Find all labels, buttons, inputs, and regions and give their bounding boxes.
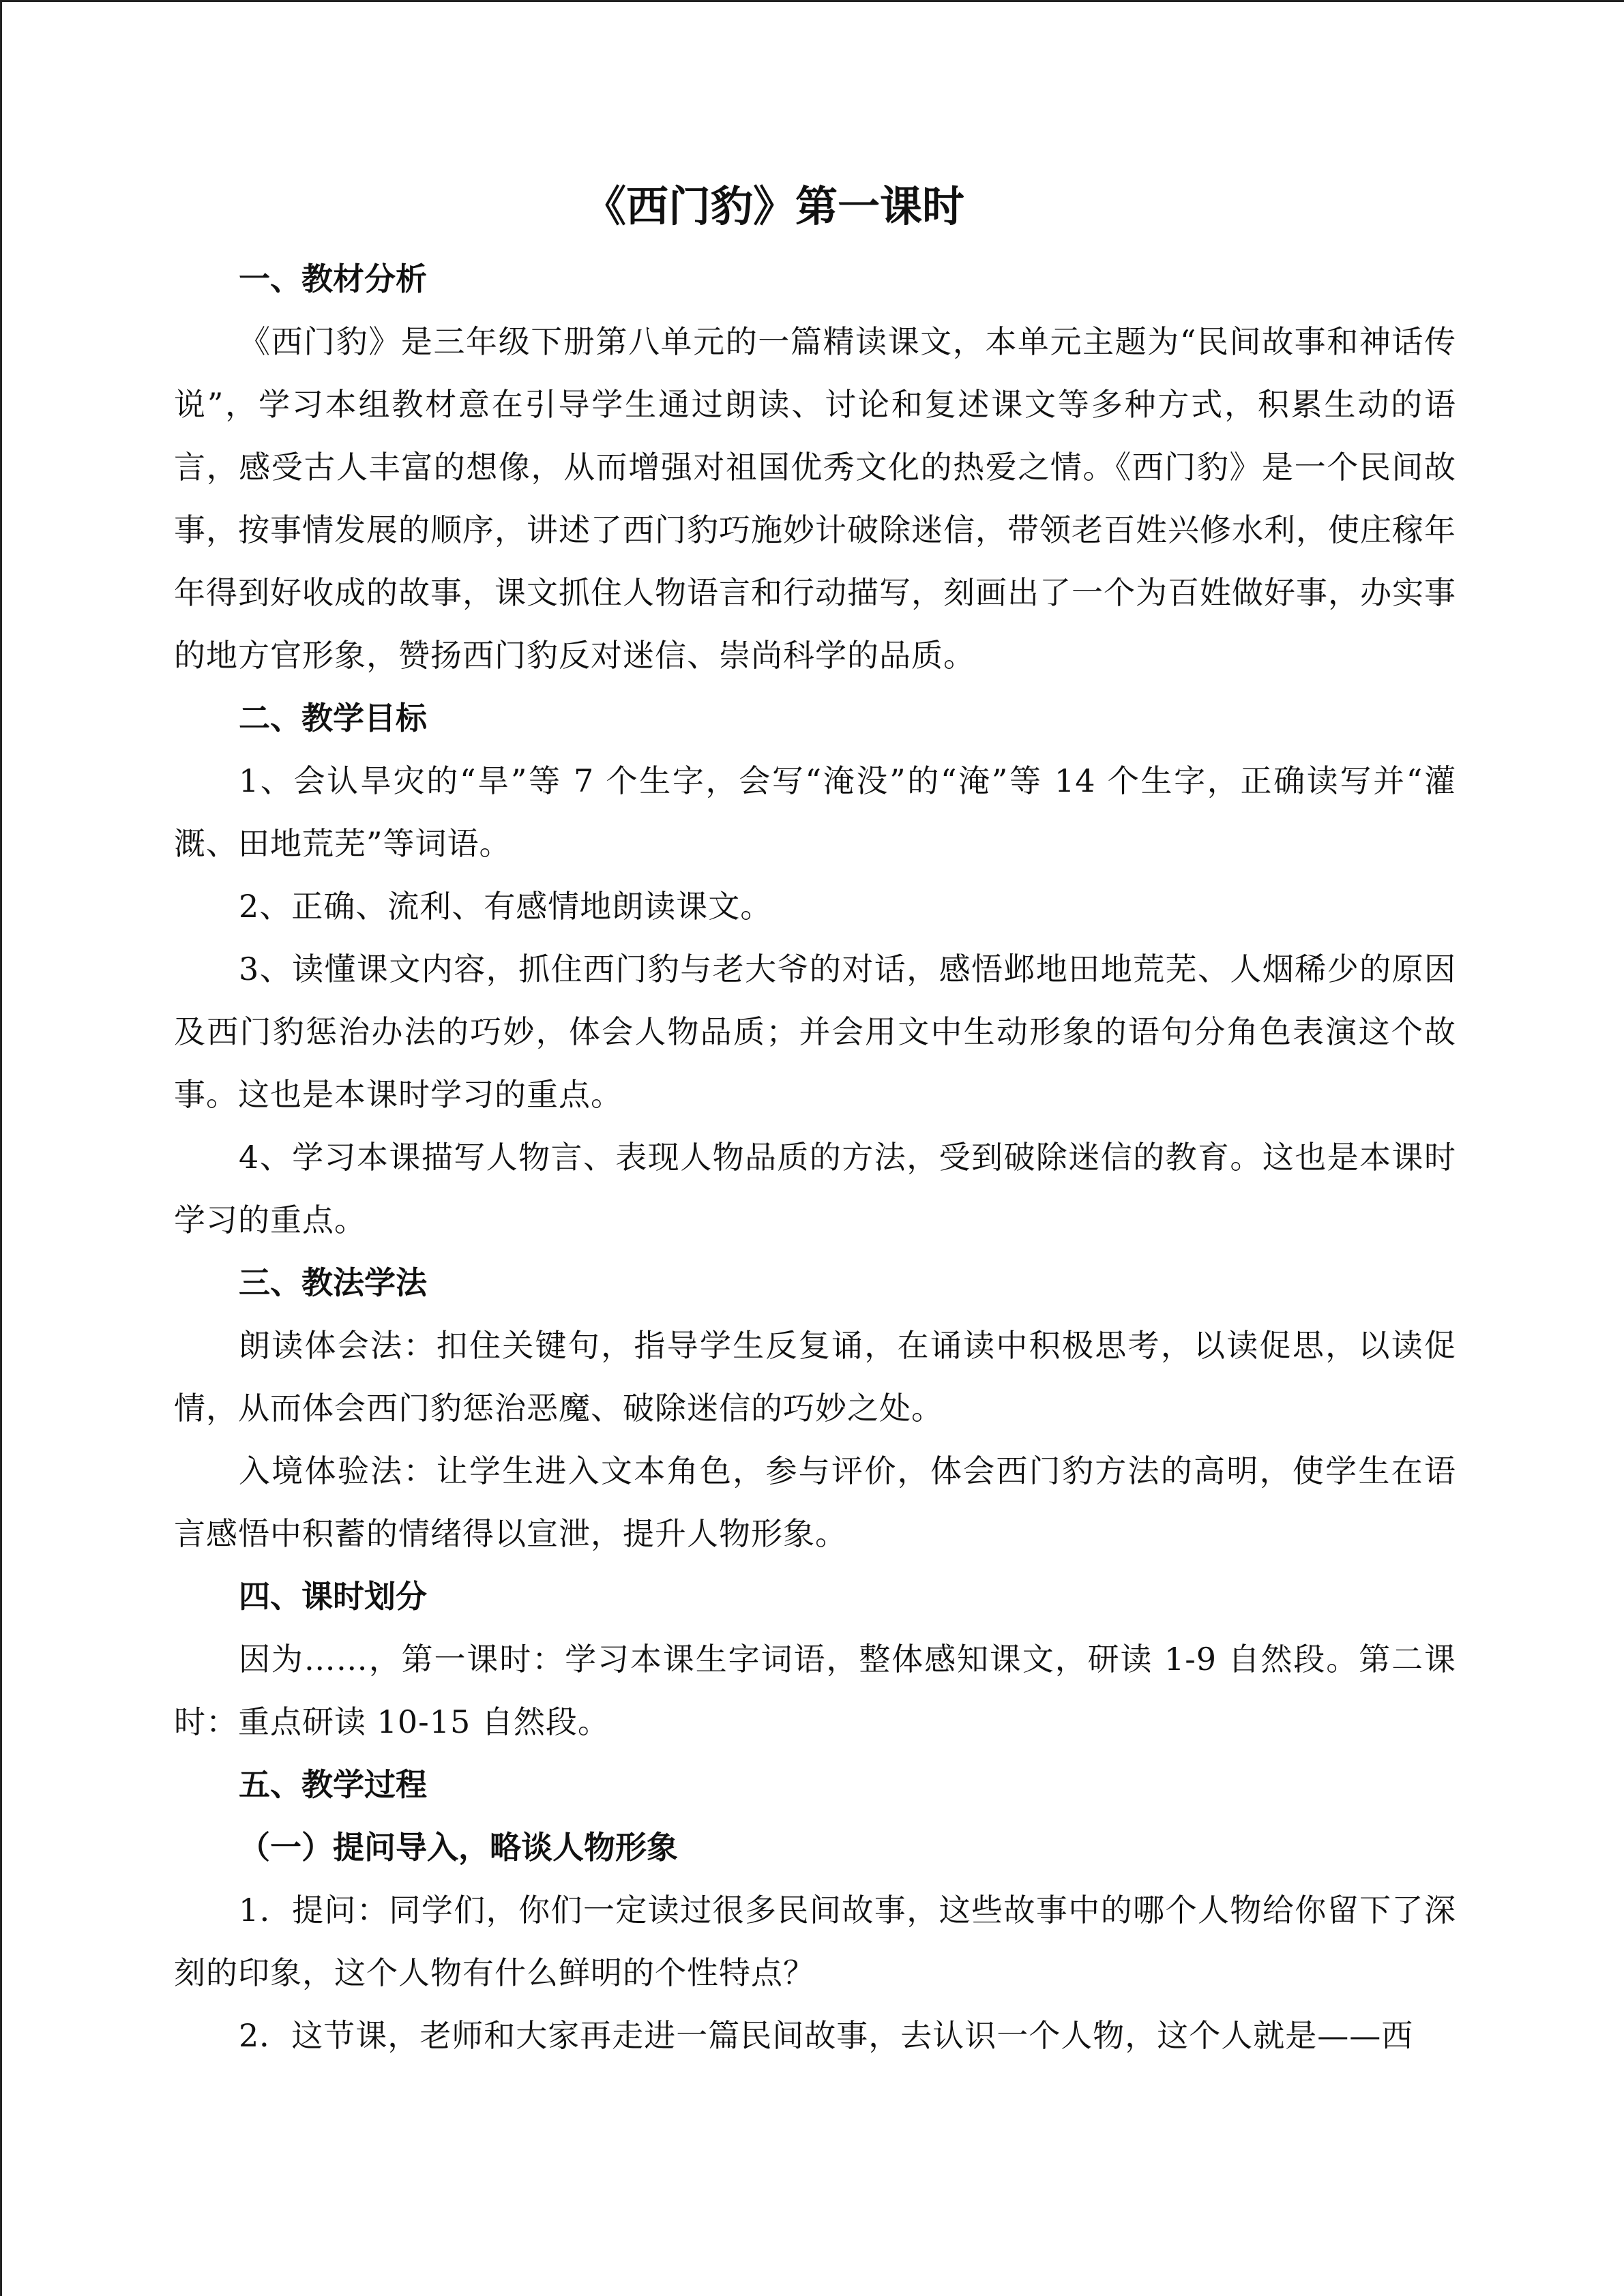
section-heading-analysis: 一、教材分析	[239, 260, 427, 297]
section-heading-schedule: 四、课时划分	[239, 1578, 427, 1615]
section-heading-goals: 二、教学目标	[239, 700, 427, 736]
goal-item-4: 4、学习本课描写人物言、表现人物品质的方法，受到破除迷信的教育。这也是本课时学习的重点。	[174, 1139, 1456, 1238]
goal-item-1: 1、会认旱灾的“旱”等 7 个生字，会写“淹没”的“淹”等 14 个生字，正确读写并“灌溉、田地荒芜”等词语。	[174, 762, 1456, 862]
section-heading-process: 五、教学过程	[239, 1766, 427, 1803]
section-heading-methods: 三、教法学法	[239, 1264, 427, 1301]
page-title: 《西门豹》第一课时	[583, 181, 964, 231]
process-step-1: 1．提问：同学们，你们一定读过很多民间故事，这些故事中的哪个人物给你留下了深刻的印象，这个人物有什么鲜明的个性特点？	[174, 1892, 1456, 1991]
goal-item-3: 3、读懂课文内容，抓住西门豹与老大爷的对话，感悟邺地田地荒芜、人烟稀少的原因及西门豹惩治办法的巧妙，体会人物品质；并会用文中生动形象的语句分角色表演这个故事。这也是本课时学习的重点。	[174, 951, 1456, 1113]
method-reading: 朗读体会法：扣住关键句，指导学生反复诵，在诵读中积极思考，以读促思，以读促情，从而体会西门豹惩治恶魔、破除迷信的巧妙之处。	[174, 1327, 1456, 1427]
process-subheading-1: （一）提问导入，略谈人物形象	[239, 1829, 678, 1866]
schedule-paragraph: 因为……，第一课时：学习本课生字词语，整体感知课文，研读 1-9 自然段。第二课时：重点研读 10-15 自然段。	[174, 1641, 1456, 1740]
document-body	[174, 166, 1456, 2067]
analysis-paragraph: 《西门豹》是三年级下册第八单元的一篇精读课文，本单元主题为“民间故事和神话传说”，学习本组教材意在引导学生通过朗读、讨论和复述课文等多种方式，积累生动的语言，感受古人丰富的想像，从而增强对祖国优秀文化的热爱之情。《西门豹》是一个民间故事，按事情发展的顺序，讲述了西门豹巧施妙计破除迷信，带领老百姓兴修水利，使庄稼年年得到好收成的故事，课文抓住人物语言和行动描写，刻画出了一个为百姓做好事，办实事的地方官形象，赞扬西门豹反对迷信、崇尚科学的品质。	[174, 323, 1456, 674]
goal-item-2: 2、正确、流利、有感情地朗读课文。	[239, 888, 773, 925]
method-immersion: 入境体验法：让学生进入文本角色，参与评价，体会西门豹方法的高明，使学生在语言感悟中积蓄的情绪得以宣泄，提升人物形象。	[174, 1452, 1456, 1552]
process-step-2: 2．这节课，老师和大家再走进一篇民间故事，去认识一个人物，这个人就是——西	[239, 2017, 1414, 2054]
